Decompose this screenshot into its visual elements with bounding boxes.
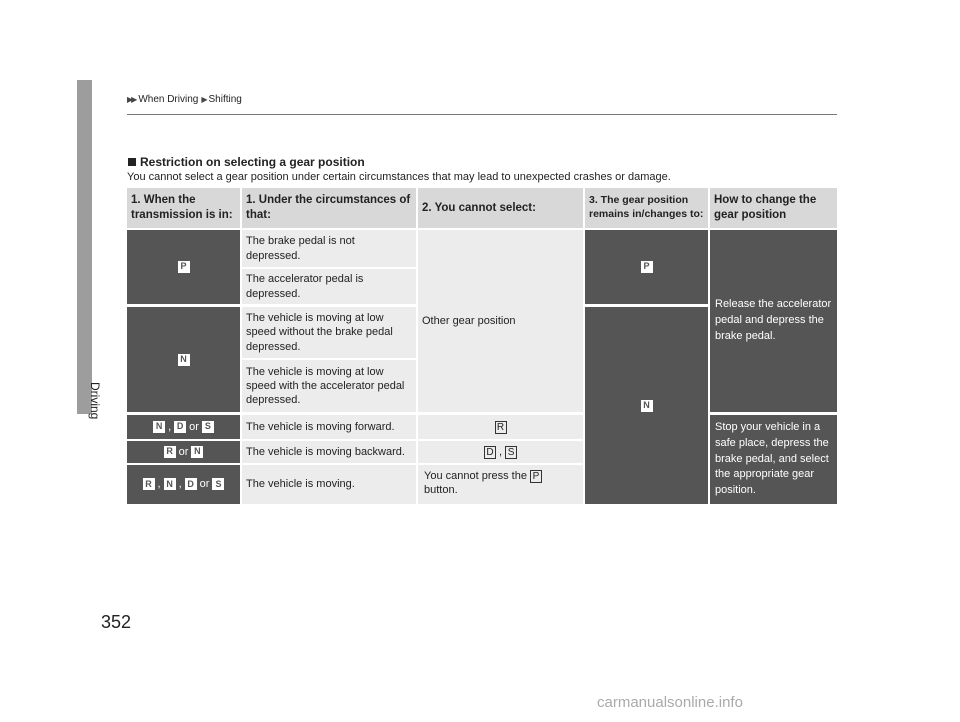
gear-n-key-icon: N: [164, 478, 176, 490]
header-divider: [127, 114, 837, 115]
gear-cell: R or N: [127, 441, 240, 463]
gear-r-key-icon: R: [164, 446, 176, 458]
gear-n-key-icon: N: [641, 400, 653, 412]
chapter-tab: [77, 80, 92, 414]
breadcrumb: [127, 94, 242, 105]
header-cell: 1. When the transmission is in:: [127, 188, 240, 228]
circumstance-cell: The vehicle is moving at low speed with the accelerator pedal depressed.: [242, 360, 416, 412]
gear-cell: [127, 307, 240, 412]
breadcrumb-arrow-icon: ▶▶: [127, 95, 136, 104]
cannot-select-cell: Other gear position: [418, 230, 583, 412]
gear-n-key-icon: N: [153, 421, 165, 433]
gear-p-key-icon: P: [178, 261, 190, 273]
gear-p-key-icon: P: [641, 261, 653, 273]
result-gear-cell: [585, 230, 708, 304]
breadcrumb-arrow-icon: ▶: [201, 95, 206, 104]
how-to-change-cell: Stop your vehicle in a safe place, depress the brake pedal, and select the appropriate gear position.: [710, 415, 837, 504]
watermark: carmanualsonline.info: [597, 694, 743, 711]
gear-d-key-icon: D: [484, 446, 496, 459]
gear-s-key-icon: S: [212, 478, 224, 490]
cannot-select-cell: D , S: [418, 441, 583, 463]
chapter-label: Driving: [88, 382, 102, 420]
section-title: Restriction on selecting a gear position: [128, 155, 365, 169]
bullet-square-icon: [128, 158, 136, 166]
gear-s-key-icon: S: [505, 446, 517, 459]
page-number: 352: [101, 612, 132, 632]
result-gear-cell: [585, 307, 708, 504]
gear-cell: R , N , D or S: [127, 465, 240, 504]
gear-n-key-icon: N: [178, 354, 190, 366]
circumstance-cell: The vehicle is moving at low speed without the brake pedal depressed.: [242, 307, 416, 358]
gear-r-key-icon: R: [495, 421, 507, 434]
header-cell: 2. You cannot select:: [418, 188, 583, 228]
gear-s-key-icon: S: [202, 421, 214, 433]
cannot-select-cell: You cannot press the P button.: [418, 465, 583, 504]
gear-cell: N , D or S: [127, 415, 240, 439]
gear-d-key-icon: D: [185, 478, 197, 490]
breadcrumb-item[interactable]: Shifting: [208, 94, 242, 105]
gear-p-key-icon: P: [530, 470, 542, 483]
circumstance-cell: The accelerator pedal is depressed.: [242, 269, 416, 304]
gear-cell: [127, 230, 240, 304]
circumstance-cell: The brake pedal is not depressed.: [242, 230, 416, 267]
cannot-select-cell: [418, 415, 583, 439]
header-cell: 1. Under the circumstances of that:: [242, 188, 416, 228]
gear-n-key-icon: N: [191, 446, 203, 458]
circumstance-cell: The vehicle is moving forward.: [242, 415, 416, 439]
header-cell: 3. The gear position remains in/changes to:: [585, 188, 708, 228]
gear-d-key-icon: D: [174, 421, 186, 433]
breadcrumb-item[interactable]: When Driving: [138, 94, 199, 105]
section-description: You cannot select a gear position under certain circumstances that may lead to unexpected crashes or damage.: [127, 171, 671, 183]
gear-restriction-table: [127, 188, 837, 504]
gear-r-key-icon: R: [143, 478, 155, 490]
circumstance-cell: The vehicle is moving backward.: [242, 441, 416, 463]
how-to-change-cell: Release the accelerator pedal and depress the brake pedal.: [710, 230, 837, 412]
header-cell: How to change the gear position: [710, 188, 837, 228]
circumstance-cell: The vehicle is moving.: [242, 465, 416, 504]
